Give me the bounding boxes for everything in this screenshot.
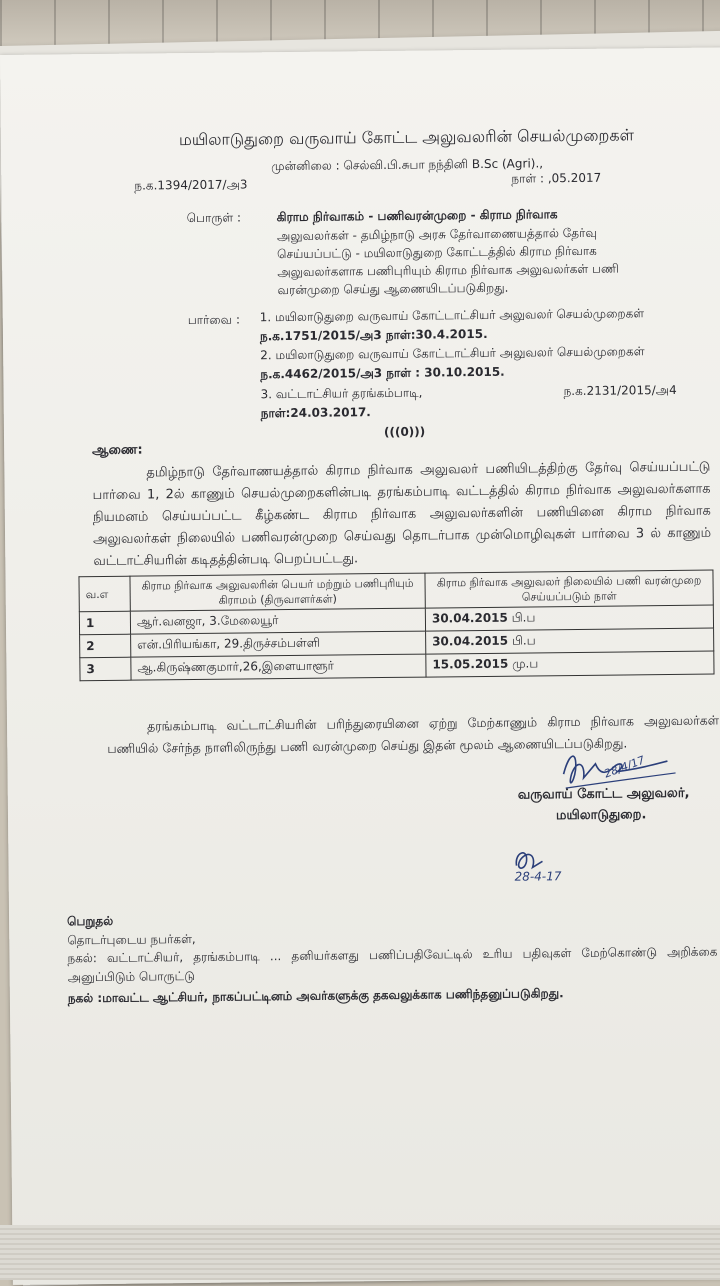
recipient-label: பெறுதல்	[67, 913, 114, 929]
copy-line: நகல்: வட்டாட்சியர், தரங்கம்பாடி ... தனியர்களது பணிப்பதிவேட்டில் உரிய பதிவுகள் மேற்கொண்டு அறிக்கை அனுப்பிடும் பொருட்டு	[67, 944, 718, 985]
row-date: 30.04.2015	[432, 633, 509, 649]
subject-label: பொருள் :	[186, 210, 242, 226]
reference-item: ந.க.2131/2015/அ4	[563, 382, 677, 399]
document-date: நாள் : ,05.2017	[511, 170, 602, 186]
document-title: மயிலாடுதுறை வருவாய் கோட்ட அலுவலரின் செயல்முறைகள்	[178, 125, 635, 150]
subject-line: வரன்முறை செய்து ஆணையிடப்படுகிறது.	[277, 280, 509, 298]
subject-line: செய்யப்பட்டு - மயிலாடுதுறை கோட்டத்தில் கிராம நிர்வாக	[277, 243, 597, 262]
order-label: ஆணை:	[92, 442, 143, 459]
reference-label: பார்வை :	[187, 312, 241, 328]
row-name-village: ஆர்.வனஜா, 3.மேலையூர்	[130, 608, 425, 634]
row-date: 15.05.2015	[432, 656, 509, 672]
closing-paragraph: தரங்கம்பாடி வட்டாட்சியரின் பரிந்துரையினை ஏற்று மேற்காணும் கிராம நிர்வாக அலுவலர்கள் பணியில் சேர்ந்த நாளிலிருந்து பணி வரன்முறை செய்து இதன் மூலம் ஆணையிடப்படுகிறது.	[107, 712, 720, 756]
row-session: மு.ப	[512, 656, 539, 671]
row-date-cell	[426, 651, 714, 677]
row-sno: 1	[79, 611, 130, 635]
row-sno: 3	[80, 657, 131, 681]
reference-number: ந.க.1394/2017/அ3	[134, 177, 248, 193]
row-session: பி.ப	[511, 633, 536, 648]
reference-item: நாள்:24.03.2017.	[260, 405, 371, 421]
subject-line: அலுவலர்களாக பணிபுரியும் கிராம நிர்வாக அலுவலர்கள் பணி	[277, 261, 619, 280]
row-date: 30.04.2015	[431, 610, 508, 626]
reference-item: ந.க.4462/2015/அ3 நாள் : 30.10.2015.	[260, 364, 505, 382]
paper-stack-edge	[0, 1225, 720, 1280]
reference-item: 1. மயிலாடுதுறை வருவாய் கோட்டாட்சியர் அலுவலர் செயல்முறைகள்	[259, 306, 645, 325]
vao-table	[78, 570, 714, 682]
reference-item: 2. மயிலாடுதுறை வருவாய் கோட்டாட்சியர் அலுவலர் செயல்முறைகள்	[260, 344, 645, 363]
order-body: தமிழ்நாடு தேர்வாணயத்தால் கிராம நிர்வாக அலுவலர் பணியிடத்திற்கு தேர்வு செய்யப்பட்டு பார்வை 1, 2ல் காணும் செயல்முறைகளின்படி தரங்கம்பாடி வட்டத்தில் கிராம நிர்வாக அலுவலர்களாக நியமனம் செய்யப்பட்ட கீழ்கண்ட கிராம நிர்வாக அலுவலர்களின் பணியினை கிராம நிர்வாக அலுவலர்கள் நிலையில் பணிவரன்முறை செய்வது தொடர்பாக முன்மொழிவுகள் பார்வை 3 ல் காணும் வட்டாட்சியரின் கடிதத்தின்படி பெறப்பட்டது.	[92, 459, 712, 570]
header-sno: வ.எ	[79, 576, 130, 612]
header-name-village: கிராம நிர்வாக அலுவலரின் பெயர் மற்றும் பணிபுரியும் கிராமம் (திருவாளர்கள்)	[130, 573, 425, 611]
row-sno: 2	[80, 634, 131, 658]
reference-item: 3. வட்டாட்சியர் தரங்கம்பாடி,	[260, 385, 423, 402]
header-regularisation-date: கிராம நிர்வாக அலுவலர் நிலையில் பணி வரன்முறை செய்யப்படும் நாள்	[425, 570, 713, 608]
row-date-cell	[426, 628, 714, 654]
signatory-designation: வருவாய் கோட்ட அலுவலர்,	[517, 785, 690, 803]
row-name-village: என்.பிரியங்கா, 29.திருச்சம்பள்ளி	[131, 631, 426, 657]
row-name-village: ஆ.கிருஷ்ணகுமார்,26,இளையாளூர்	[131, 654, 426, 680]
row-date-cell	[425, 605, 713, 631]
presence-line: முன்னிலை : செல்வி.பி.சுபா நந்தினி B.Sc (Agri).,	[271, 156, 544, 174]
row-session: பி.ப	[511, 610, 536, 625]
subject-line: கிராம நிர்வாகம் - பணிவரன்முறை - கிராம நிர்வாக	[276, 207, 558, 225]
document-page	[0, 47, 720, 1285]
signature-date: 28/4/17	[602, 753, 647, 781]
reference-item: ந.க.1751/2015/அ3 நாள்:30.4.2015.	[259, 326, 488, 344]
initial-date: 28-4-17	[514, 869, 562, 884]
signatory-place: மயிலாடுதுறை.	[555, 807, 647, 824]
subject-line: அலுவலர்கள் - தமிழ்நாடு அரசு தேர்வாணையத்தால் தேர்வு	[276, 225, 597, 244]
section-separator: (((0)))	[383, 424, 426, 439]
copy-line: நகல் :மாவட்ட ஆட்சியர், நாகப்பட்டினம் அவர்களுக்கு தகவலுக்காக பணிந்தனுப்படுகிறது.	[67, 986, 564, 1006]
recipient-line: தொடர்புடைய நபர்கள்,	[67, 931, 196, 948]
